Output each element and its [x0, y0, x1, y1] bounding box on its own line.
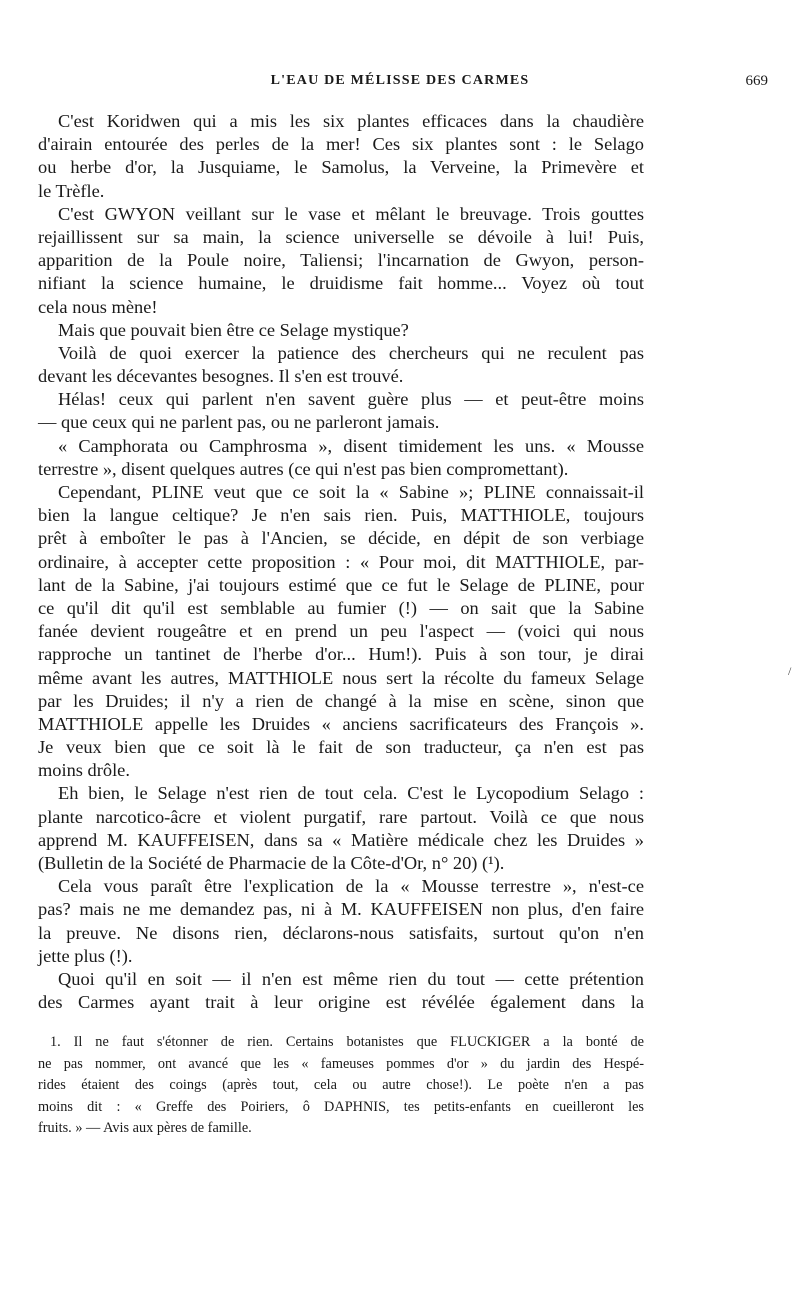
footnote-line: fruits. » — Avis aux pères de famille. [38, 1120, 252, 1137]
text-line: (Bulletin de la Société de Pharmacie de la Côte-d'Or, n° 20) (¹). [38, 853, 505, 873]
text-line: C'est Koridwen qui a mis les six plantes efficaces dans la chaudière [58, 111, 644, 131]
text-line: ou herbe d'or, la Jusquiame, le Samolus, la Verveine, la Primevère et [38, 157, 644, 178]
text-line: moins drôle. [38, 760, 130, 781]
footnote-line: ne pas nommer, ont avancé que les « fameuses pommes d'or » du jardin des Hespé- [38, 1055, 644, 1072]
text-line: Hélas! ceux qui parlent n'en savent guère plus — et peut-être moins [58, 389, 644, 410]
text-line: Eh bien, le Selage n'est rien de tout cela. C'est le Lycopodium Selago : [58, 783, 644, 804]
footnote-line: moins dit : « Greffe des Poiriers, ô DAPHNIS, tes petits-enfants en cueilleront les [38, 1098, 644, 1115]
text-line: pas? mais ne me demandez pas, ni à M. KAUFFEISEN non plus, d'en faire [38, 899, 644, 920]
text-line: plante narcotico-âcre et violent purgatif, rare partout. Voilà ce que nous [38, 806, 644, 827]
text-line: Cependant, PLINE veut que ce soit la « Sabine »; PLINE connaissait-il [58, 482, 644, 502]
text-line: cela nous mène! [38, 296, 158, 317]
page-number: 669 [745, 73, 768, 89]
text-line: ce qu'il dit qu'il est semblable au fumier (!) — on sait que la Sabine [38, 597, 644, 618]
text-line: la preuve. Ne disons rien, déclarons-nous satisfaits, surtout qu'on n'en [38, 922, 644, 943]
text-line: des Carmes ayant trait à leur origine est révélée également dans la [38, 992, 644, 1013]
text-line: lant de la Sabine, j'ai toujours estimé que ce fut le Selage de PLINE, pour [38, 574, 644, 595]
text-line: terrestre », disent quelques autres (ce qui n'est pas bien compromettant). [38, 458, 569, 479]
text-line: bien la langue celtique? Je n'en sais rien. Puis, MATTHIOLE, toujours [38, 505, 644, 526]
running-title: L'EAU DE MÉLISSE DES CARMES [270, 73, 530, 88]
footnote-line: rides étaient des coings (après tout, cela ou autre chose!). Le poète n'en a pas [38, 1077, 644, 1094]
text-line: le Trèfle. [38, 180, 105, 201]
text-line: Je veux bien que ce soit là le fait de son traducteur, ça n'en est pas [38, 737, 644, 758]
text-line: devant les décevantes besognes. Il s'en est trouvé. [38, 366, 404, 387]
text-line: C'est GWYON veillant sur le vase et mêlant le breuvage. Trois gouttes [58, 203, 644, 224]
text-line: Quoi qu'il en soit — il n'en est même rien du tout — cette prétention [58, 968, 644, 989]
text-line: rejaillissent sur sa main, la science universelle se dévoile à lui! Puis, [38, 226, 644, 247]
text-line: Cela vous paraît être l'explication de la « Mousse terrestre », n'est-ce [58, 876, 644, 897]
text-line: rapproche un tantinet de l'herbe d'or... Hum!). Puis à son tour, je dirai [38, 644, 644, 665]
text-line: jette plus (!). [38, 945, 133, 966]
text-line: par les Druides; il n'y a rien de changé à la mise en scène, sinon que [38, 690, 644, 711]
footnotes [38, 1032, 644, 1140]
page-header [0, 73, 800, 97]
text-line: même avant les autres, MATTHIOLE nous sert la récolte du fameux Selage [38, 667, 644, 688]
text-line: MATTHIOLE appelle les Druides « anciens sacrificateurs des François ». [38, 713, 644, 734]
text-line: apparition de la Poule noire, Taliensi; l'incarnation de Gwyon, person- [38, 250, 644, 271]
text-line: — que ceux qui ne parlent pas, ou ne parleront jamais. [38, 412, 440, 433]
text-line: d'airain entourée des perles de la mer! Ces six plantes sont : le Selago [38, 134, 644, 155]
text-line: Voilà de quoi exercer la patience des chercheurs qui ne reculent pas [58, 342, 644, 363]
text-line: prêt à emboîter le pas à l'Ancien, se décide, en dépit de son verbiage [38, 528, 644, 549]
text-line: ordinaire, à accepter cette proposition : « Pour moi, dit MATTHIOLE, par- [38, 551, 644, 572]
text-line: « Camphorata ou Camphrosma », disent timidement les uns. « Mousse [58, 435, 644, 456]
body-text [38, 110, 644, 1014]
text-line: nifiant la science humaine, le druidisme fait homme... Voyez où tout [38, 273, 644, 294]
margin-mark: / [788, 664, 792, 678]
footnote-line: 1. Il ne faut s'étonner de rien. Certains botanistes que FLUCKIGER a la bonté de [50, 1034, 644, 1050]
text-line: apprend M. KAUFFEISEN, dans sa « Matière médicale chez les Druides » [38, 829, 644, 850]
text-line: fanée devient rougeâtre et en prend un peu l'aspect — (voici qui nous [38, 621, 644, 642]
text-line: Mais que pouvait bien être ce Selage mystique? [58, 319, 409, 340]
